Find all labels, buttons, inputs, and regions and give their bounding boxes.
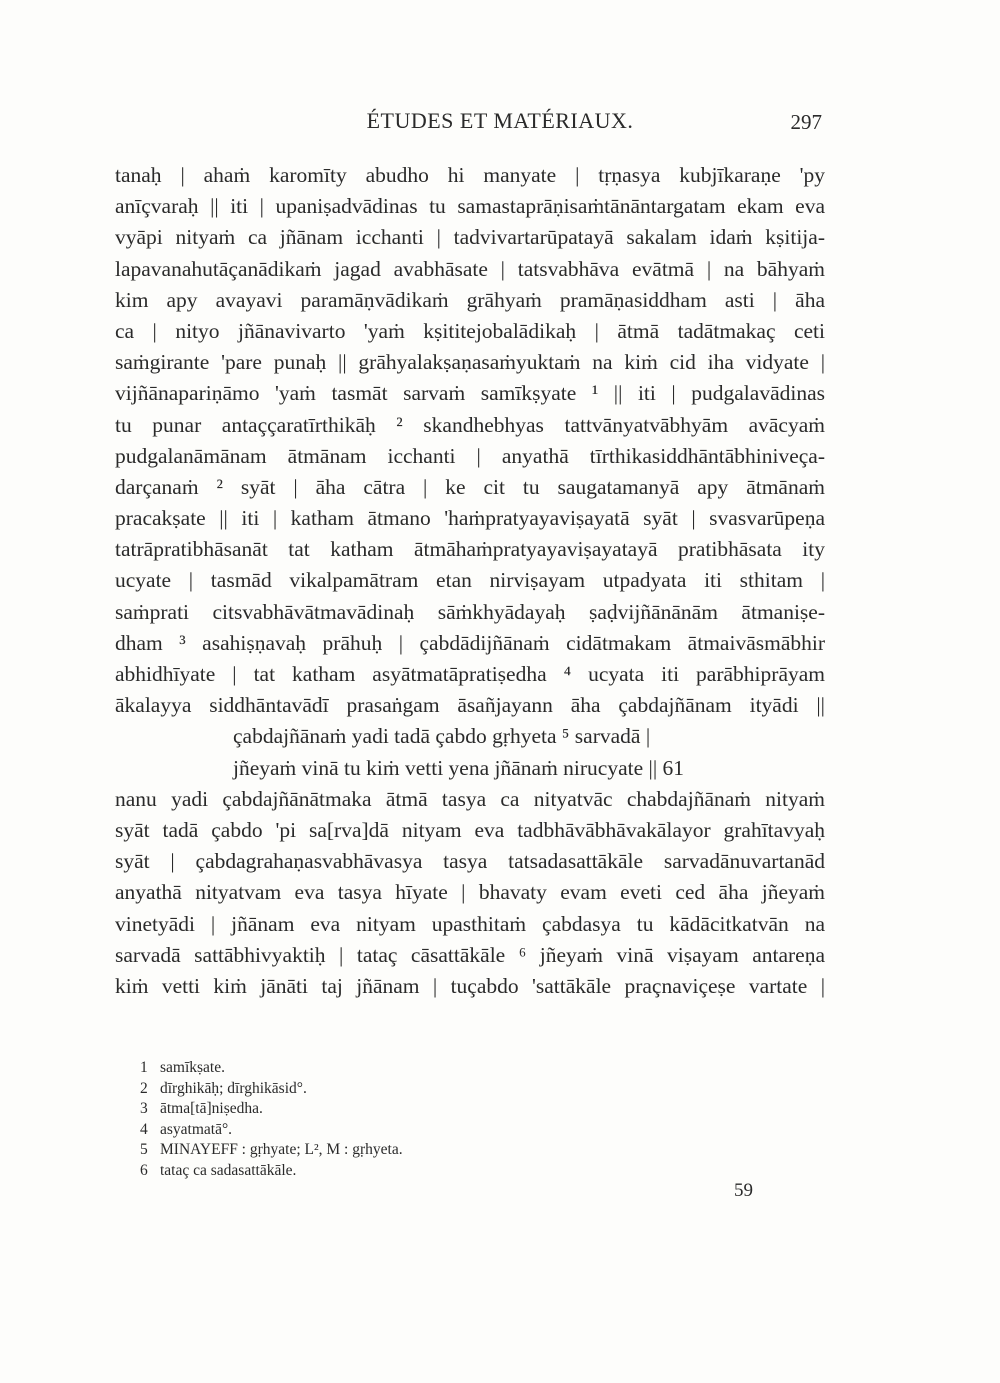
text-line: vijñānapariṇāmo 'yaṁ tasmāt sarvaṁ samīkṣyate ¹ || iti | pudgalavādinas — [115, 381, 825, 406]
text-line: syāt | çabdagrahaṇasvabhāvasya tasya tatsadasattākāle sarvadānuvartanād — [115, 849, 825, 874]
footnote-number: 4 — [140, 1120, 148, 1138]
footnote-text: ātma[tā]niṣedha. — [160, 1100, 263, 1117]
text-line: pracakṣate || iti | katham ātmano 'haṁpratyayaviṣayatā syāt | svasvarūpeṇa — [115, 506, 825, 531]
text-line: nanu yadi çabdajñānātmaka ātmā tasya ca nityatvāc chabdajñānaṁ nityaṁ — [115, 786, 825, 811]
footnote-number: 1 — [140, 1059, 148, 1076]
footnote — [140, 1120, 560, 1141]
text-line: kim apy avayavi paramāṇvādikaṁ grāhyaṁ pramāṇasiddham asti | āha — [115, 287, 825, 312]
verse-line: çabdajñānaṁ yadi tadā çabdo gṛhyeta ⁵ sarvadā | — [233, 724, 651, 749]
text-line: ākalayya siddhāntavādī prasaṅgam āsañjayann āha çabdajñānam ityādi || — [115, 693, 825, 718]
verse-line: jñeyaṁ vinā tu kiṁ vetti yena jñānaṁ nirucyate || 61 — [233, 755, 685, 780]
text-line: ucyate | tasmād vikalpamātram etan nirviṣayam utpadyata iti sthitam | — [115, 568, 825, 593]
footnote — [140, 1099, 560, 1120]
footnote-text: samīkṣate. — [160, 1059, 225, 1076]
footnotes — [140, 1058, 560, 1181]
text-line: saṁgirante 'pare punaḥ || grāhyalakṣaṇasaṁyuktaṁ na kiṁ cid iha vidyate | — [115, 350, 825, 375]
footnote — [140, 1140, 560, 1161]
text-line: tu punar antaççaratīrthikāḥ ² skandhebhyas tattvānyatvābhyām avācyaṁ — [115, 412, 825, 437]
footnote — [140, 1079, 560, 1100]
text-line: pudgalanāmānam ātmānam icchanti | anyathā tīrthikasiddhāntābhiniveça- — [115, 443, 825, 468]
footnote-text: tataç ca sadasattākāle. — [160, 1161, 297, 1179]
footnote-text: MINAYEFF : gṛhyate; L², M : gṛhyeta. — [160, 1141, 403, 1158]
footnote-number: 6 — [140, 1161, 148, 1179]
page-number: 297 — [790, 110, 822, 134]
text-line: darçanaṁ ² syāt | āha cātra | ke cit tu saugatamanyā apy ātmānaṁ — [115, 474, 825, 499]
text-line: syāt tadā çabdo 'pi sa[rva]dā nityam eva tadbhāvābhāvakālayor grahītavyaḥ — [115, 817, 825, 842]
text-line: abhidhīyate | tat katham asyātmatāpratiṣedha ⁴ ucyata iti parābhiprāyam — [115, 662, 825, 686]
text-line: tatrāpratibhāsanāt tat katham ātmāhaṁpratyayaviṣayatayā pratibhāsata ity — [115, 537, 825, 562]
text-line: vyāpi nityaṁ ca jñānam icchanti | tadvivartarūpatayā sakalam idaṁ kṣitija- — [115, 225, 825, 250]
running-head — [0, 108, 1000, 138]
footnote-text: asyatmatā°. — [160, 1120, 233, 1138]
footnote-number: 3 — [140, 1100, 148, 1117]
body-text — [115, 160, 825, 1002]
footnote — [140, 1161, 560, 1182]
text-line: dham ³ asahiṣṇavaḥ prāhuḥ | çabdādijñānaṁ cidātmakam ātmaivāsmābhir — [115, 630, 825, 655]
running-title: ÉTUDES ET MATÉRIAUX. — [366, 108, 634, 133]
text-line: tanaḥ | ahaṁ karomīty abudho hi manyate | tṛṇasya kubjīkaraṇe 'py — [115, 163, 825, 187]
text-line: anīçvaraḥ || iti | upaniṣadvādinas tu samastaprāṇisaṁtānāntargatam ekam eva — [115, 194, 825, 219]
text-line: lapavanahutāçanādikaṁ jagad avabhāsate | tatsvabhāva evātmā | na bāhyaṁ — [115, 256, 825, 281]
text-line: sarvadā sattābhivyaktiḥ | tataç cāsattākāle ⁶ jñeyaṁ vinā viṣayam antareṇa — [115, 942, 825, 967]
text-line: saṁprati citsvabhāvātmavādinaḥ sāṁkhyādayaḥ ṣaḍvijñānānām ātmaniṣe- — [115, 599, 825, 624]
text-line: kiṁ vetti kiṁ jānāti taj jñānam | tuçabdo 'sattākāle praçnaviçeṣe vartate | — [115, 973, 825, 998]
signature-mark: 59 — [734, 1180, 753, 1201]
footnote-text: dīrghikāḥ; dīrghikāsid°. — [160, 1079, 307, 1097]
text-line: ca | nityo jñānavivarto 'yaṁ kṣititejobalādikaḥ | ātmā tadātmakaç ceti — [115, 318, 825, 343]
footnote-number: 2 — [140, 1079, 148, 1097]
text-line: anyathā nityatvam eva tasya hīyate | bhavaty evam eveti ced āha jñeyaṁ — [115, 880, 825, 905]
text-line: vinetyādi | jñānam eva nityam upasthitaṁ çabdasya tu kādācitkatvān na — [115, 911, 825, 936]
footnote — [140, 1058, 560, 1079]
footnote-number: 5 — [140, 1141, 148, 1158]
